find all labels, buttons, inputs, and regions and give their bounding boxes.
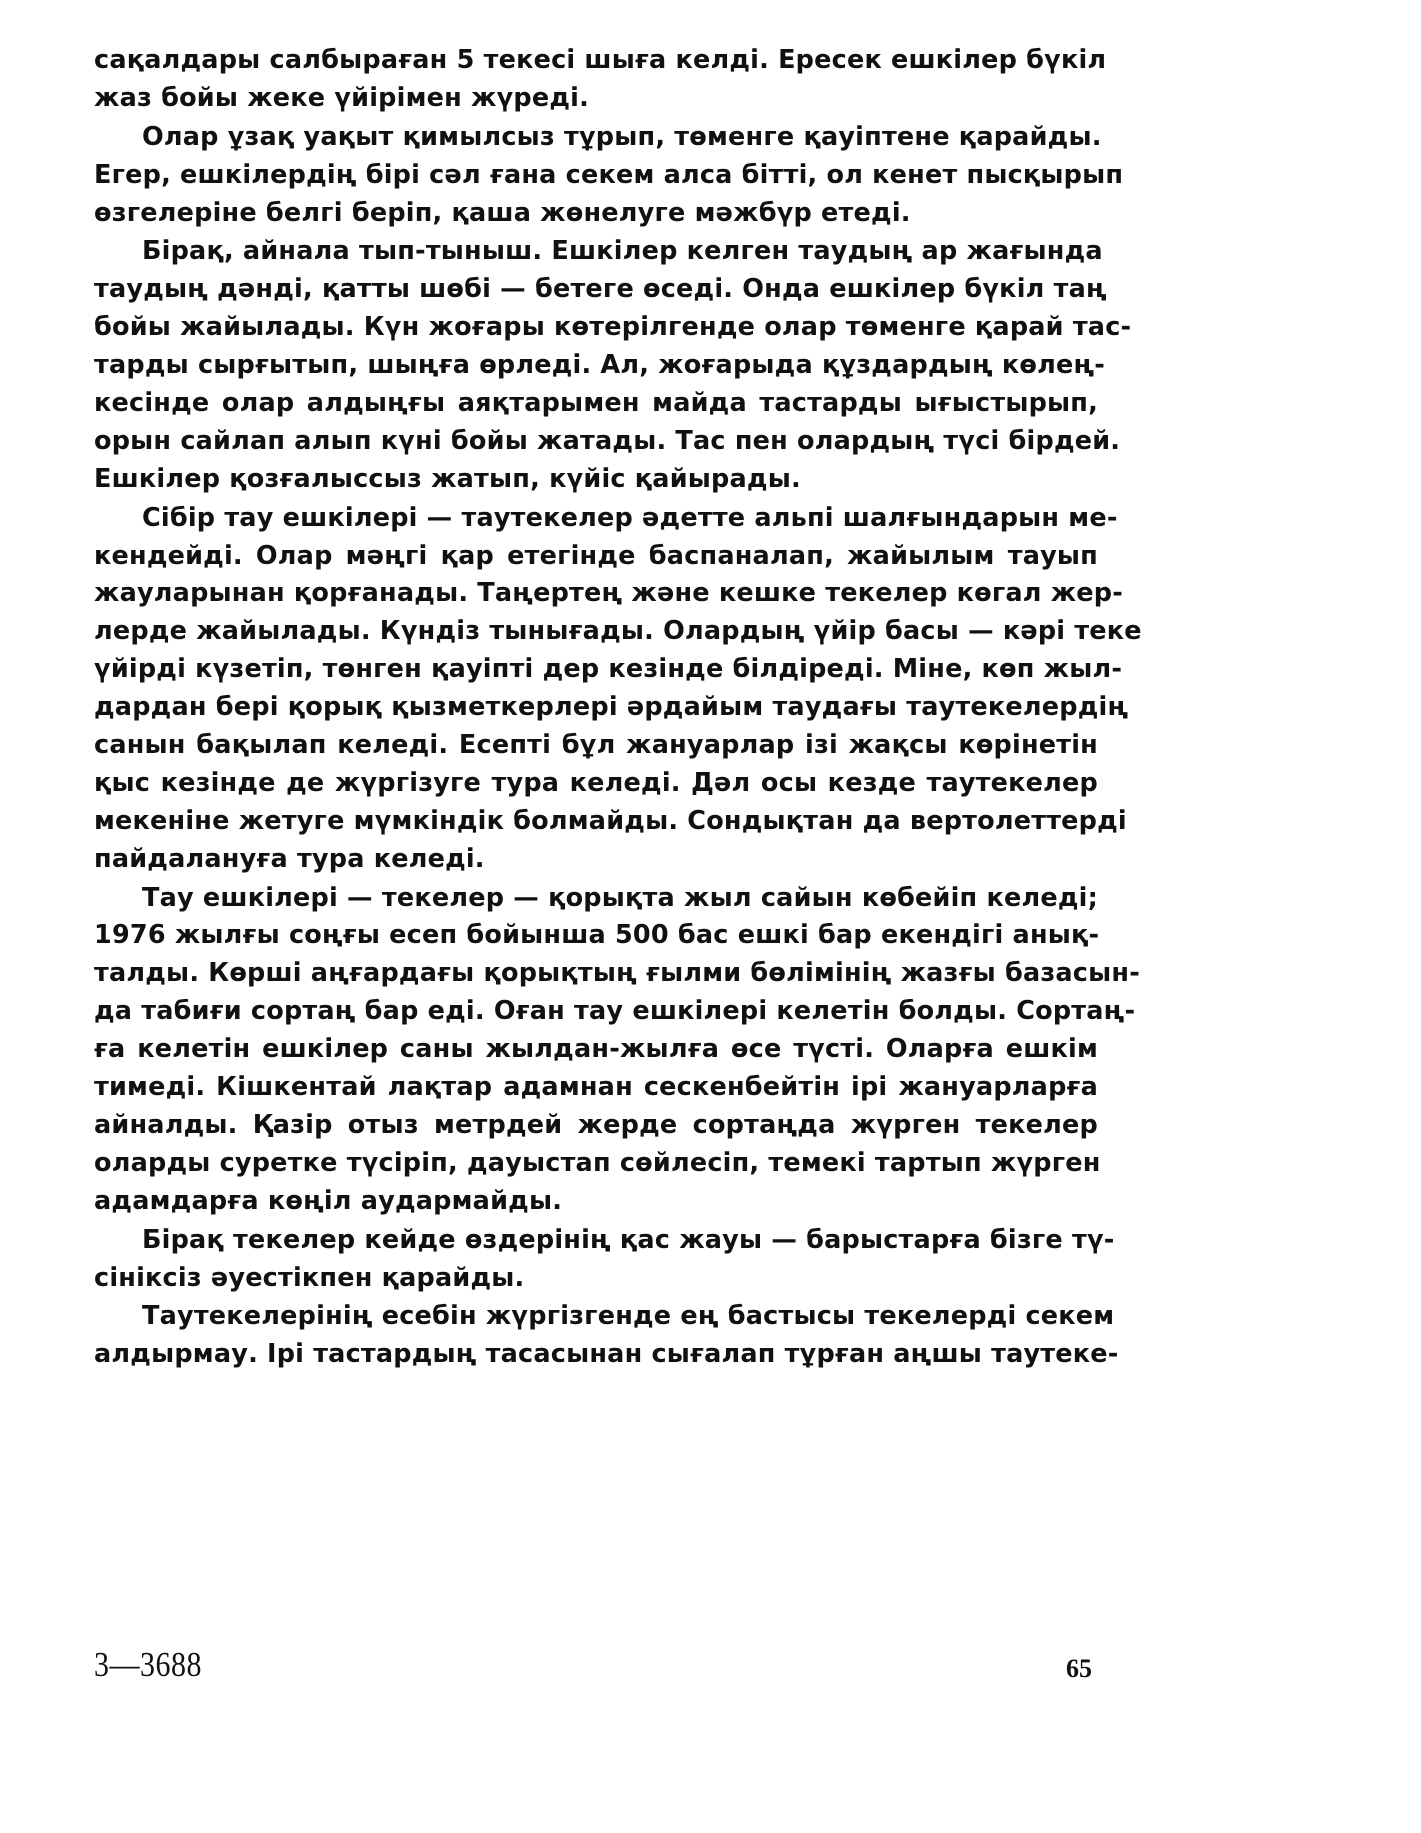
text-line: өзгелеріне белгі беріп, қаша жөнелуге мәжбүр етеді. [94, 197, 911, 228]
text-line: Таутекелерінің есебін жүргізгенде ең бастысы текелерді секем [142, 1301, 1115, 1332]
text-line: тимеді. Кішкентай лақтар адамнан сескенбейтін ірі жануарларға [94, 1072, 1098, 1103]
text-line: санын бақылап келеді. Есепті бұл жануарлар ізі жақсы көрінетін [94, 730, 1098, 761]
text-line: ға келетін ешкілер саны жылдан-жылға өсе түсті. Оларға ешкім [94, 1034, 1098, 1065]
text-line: лерде жайылады. Күндіз тынығады. Олардың үйір басы — кәрі теке [94, 616, 1142, 647]
text-line: тарды сырғытып, шыңға өрледі. Ал, жоғарыда құздардың көлең- [94, 350, 1106, 381]
text-line: дардан бері қорық қызметкерлері әрдайым таудағы таутекелердің [94, 692, 1129, 723]
text-line: пайдалануға тура келеді. [94, 843, 485, 874]
page-body-text [94, 42, 1142, 1375]
paragraph [94, 880, 1140, 1221]
paragraph [94, 500, 1142, 879]
text-line: 1976 жылғы соңғы есеп бойынша 500 бас ешкі бар екендігі анық- [94, 920, 1100, 951]
text-line: кендейді. Олар мәңгі қар етегінде баспаналап, жайылым тауып [94, 540, 1098, 571]
text-line: мекеніне жетуге мүмкіндік болмайды. Сондықтан да вертолеттерді [94, 805, 1127, 836]
paragraph [94, 119, 1124, 233]
text-line: Бірақ, айнала тып-тыныш. Ешкілер келген таудың ар жағында [142, 236, 1103, 267]
text-line: сініксіз әуестікпен қарайды. [94, 1262, 525, 1293]
text-line: Тау ешкілері — текелер — қорықта жыл сайын көбейіп келеді; [142, 882, 1098, 913]
text-line: қыс кезінде де жүргізуге тура келеді. Дәл осы кезде таутекелер [94, 767, 1098, 798]
page-number: 65 [1066, 1654, 1092, 1683]
text-line: Егер, ешкілердің бірі сәл ғана секем алса бітті, ол кенет пысқырып [94, 159, 1124, 190]
text-line: таудың дәнді, қатты шөбі — бетеге өседі. Онда ешкілер бүкіл таң [94, 274, 1107, 305]
text-line: талды. Көрші аңғардағы қорықтың ғылми бөлімінің жазғы базасын- [94, 958, 1140, 989]
text-line: Олар ұзақ уақыт қимылсыз тұрып, төменге қауіптене қарайды. [142, 121, 1102, 152]
text-line: үйірді күзетіп, төнген қауіпті дер кезінде білдіреді. Міне, көп жыл- [94, 654, 1123, 685]
text-line: Ешкілер қозғалыссыз жатып, күйіс қайырады. [94, 463, 801, 494]
text-line: жауларынан қорғанады. Таңертең және кешке текелер көгал жер- [94, 578, 1124, 609]
paragraph [94, 1222, 1115, 1298]
text-line: жаз бойы жеке үйірімен жүреді. [94, 82, 589, 113]
paragraph [94, 233, 1132, 498]
text-line: оларды суретке түсіріп, дауыстап сөйлесіп, темекі тартып жүрген [94, 1147, 1101, 1178]
text-line: сақалдары салбыраған 5 текесі шыға келді. Ересек ешкілер бүкіл [94, 45, 1107, 75]
text-line: да табиғи сортаң бар еді. Оған тау ешкілері келетін болды. Сортаң- [94, 996, 1136, 1027]
text-line: Бірақ текелер кейде өздерінің қас жауы — барыстарға бізге тү- [142, 1224, 1115, 1255]
text-line: бойы жайылады. Күн жоғары көтерілгенде олар төменге қарай тас- [94, 312, 1132, 343]
printer-signature: 3—3688 [94, 1646, 202, 1684]
text-line: Сібір тау ешкілері — таутекелер әдетте альпі шалғындарын ме- [142, 502, 1118, 533]
text-line: адамдарға көңіл аудармайды. [94, 1185, 563, 1216]
paragraph [94, 42, 1107, 118]
text-line: орын сайлап алып күні бойы жатады. Тас пен олардың түсі бірдей. [94, 425, 1121, 456]
paragraph [94, 1298, 1119, 1374]
text-line: кесінде олар алдыңғы аяқтарымен майда тастарды ығыстырып, [94, 388, 1098, 419]
text-line: айналды. Қазір отыз метрдей жерде сортаңда жүрген текелер [94, 1109, 1098, 1140]
text-line: алдырмау. Ірі тастардың тасасынан сығалап тұрған аңшы таутеке- [94, 1339, 1119, 1370]
